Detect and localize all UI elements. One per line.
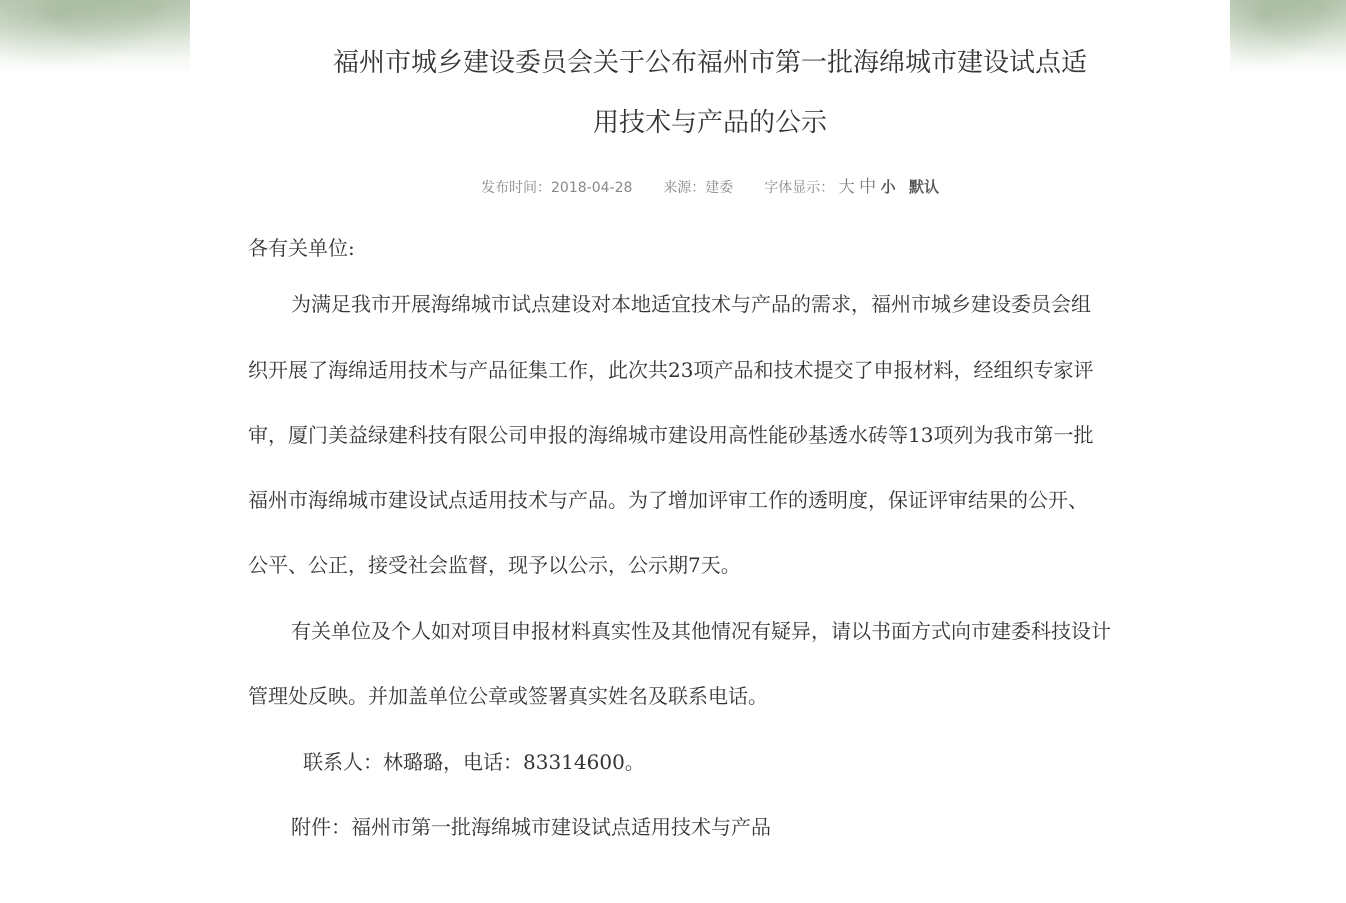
background-foliage-right xyxy=(1230,0,1346,75)
paragraph1-line4: 福州市海绵城市建设试点适用技术与产品。为了增加评审工作的透明度，保证评审结果的公开、 xyxy=(248,488,1088,512)
font-size-label: 字体显示： xyxy=(764,180,835,196)
paragraph2-line1: 有关单位及个人如对项目申报材料真实性及其他情况有疑异，请以书面方式向市建委科技设计 xyxy=(291,619,1111,643)
contact-info: 联系人：林璐璐，电话：83314600。 xyxy=(303,750,645,774)
article-meta xyxy=(190,172,1230,197)
attachment-label: 附件： xyxy=(291,815,351,839)
font-size-small-button[interactable]: 小 xyxy=(880,178,896,196)
article-title-line2: 用技术与产品的公示 xyxy=(592,108,827,138)
background-foliage-left xyxy=(0,0,190,75)
publish-label: 发布时间： xyxy=(481,180,552,196)
paragraph1-line3: 审，厦门美益绿建科技有限公司申报的海绵城市建设用高性能砂基透水砖等13项列为我市第一批 xyxy=(248,423,1094,447)
paragraph1-line2: 织开展了海绵适用技术与产品征集工作，此次共23项产品和技术提交了申报材料，经组织专家评 xyxy=(248,358,1094,382)
paragraph1-line5: 公平、公正，接受社会监督，现予以公示，公示期7天。 xyxy=(248,553,741,577)
article-container xyxy=(190,0,1230,903)
source-label: 来源： xyxy=(663,180,706,196)
paragraph2-line2: 管理处反映。并加盖单位公章或签署真实姓名及联系电话。 xyxy=(248,684,768,708)
article-title-line1: 福州市城乡建设委员会关于公布福州市第一批海绵城市建设试点适 xyxy=(332,48,1087,78)
attachment-link[interactable]: 福州市第一批海绵城市建设试点适用技术与产品 xyxy=(351,815,771,839)
source-value: 建委 xyxy=(705,180,734,196)
font-size-medium-button[interactable]: 中 xyxy=(859,177,877,197)
paragraph1-line1: 为满足我市开展海绵城市试点建设对本地适宜技术与产品的需求，福州市城乡建设委员会组 xyxy=(291,292,1091,316)
font-size-large-button[interactable]: 大 xyxy=(838,177,855,196)
salutation: 各有关单位: xyxy=(248,236,355,260)
attachment-line xyxy=(291,813,1221,841)
publish-date: 2018-04-28 xyxy=(551,180,633,196)
font-size-default-button[interactable]: 默认 xyxy=(908,178,939,196)
